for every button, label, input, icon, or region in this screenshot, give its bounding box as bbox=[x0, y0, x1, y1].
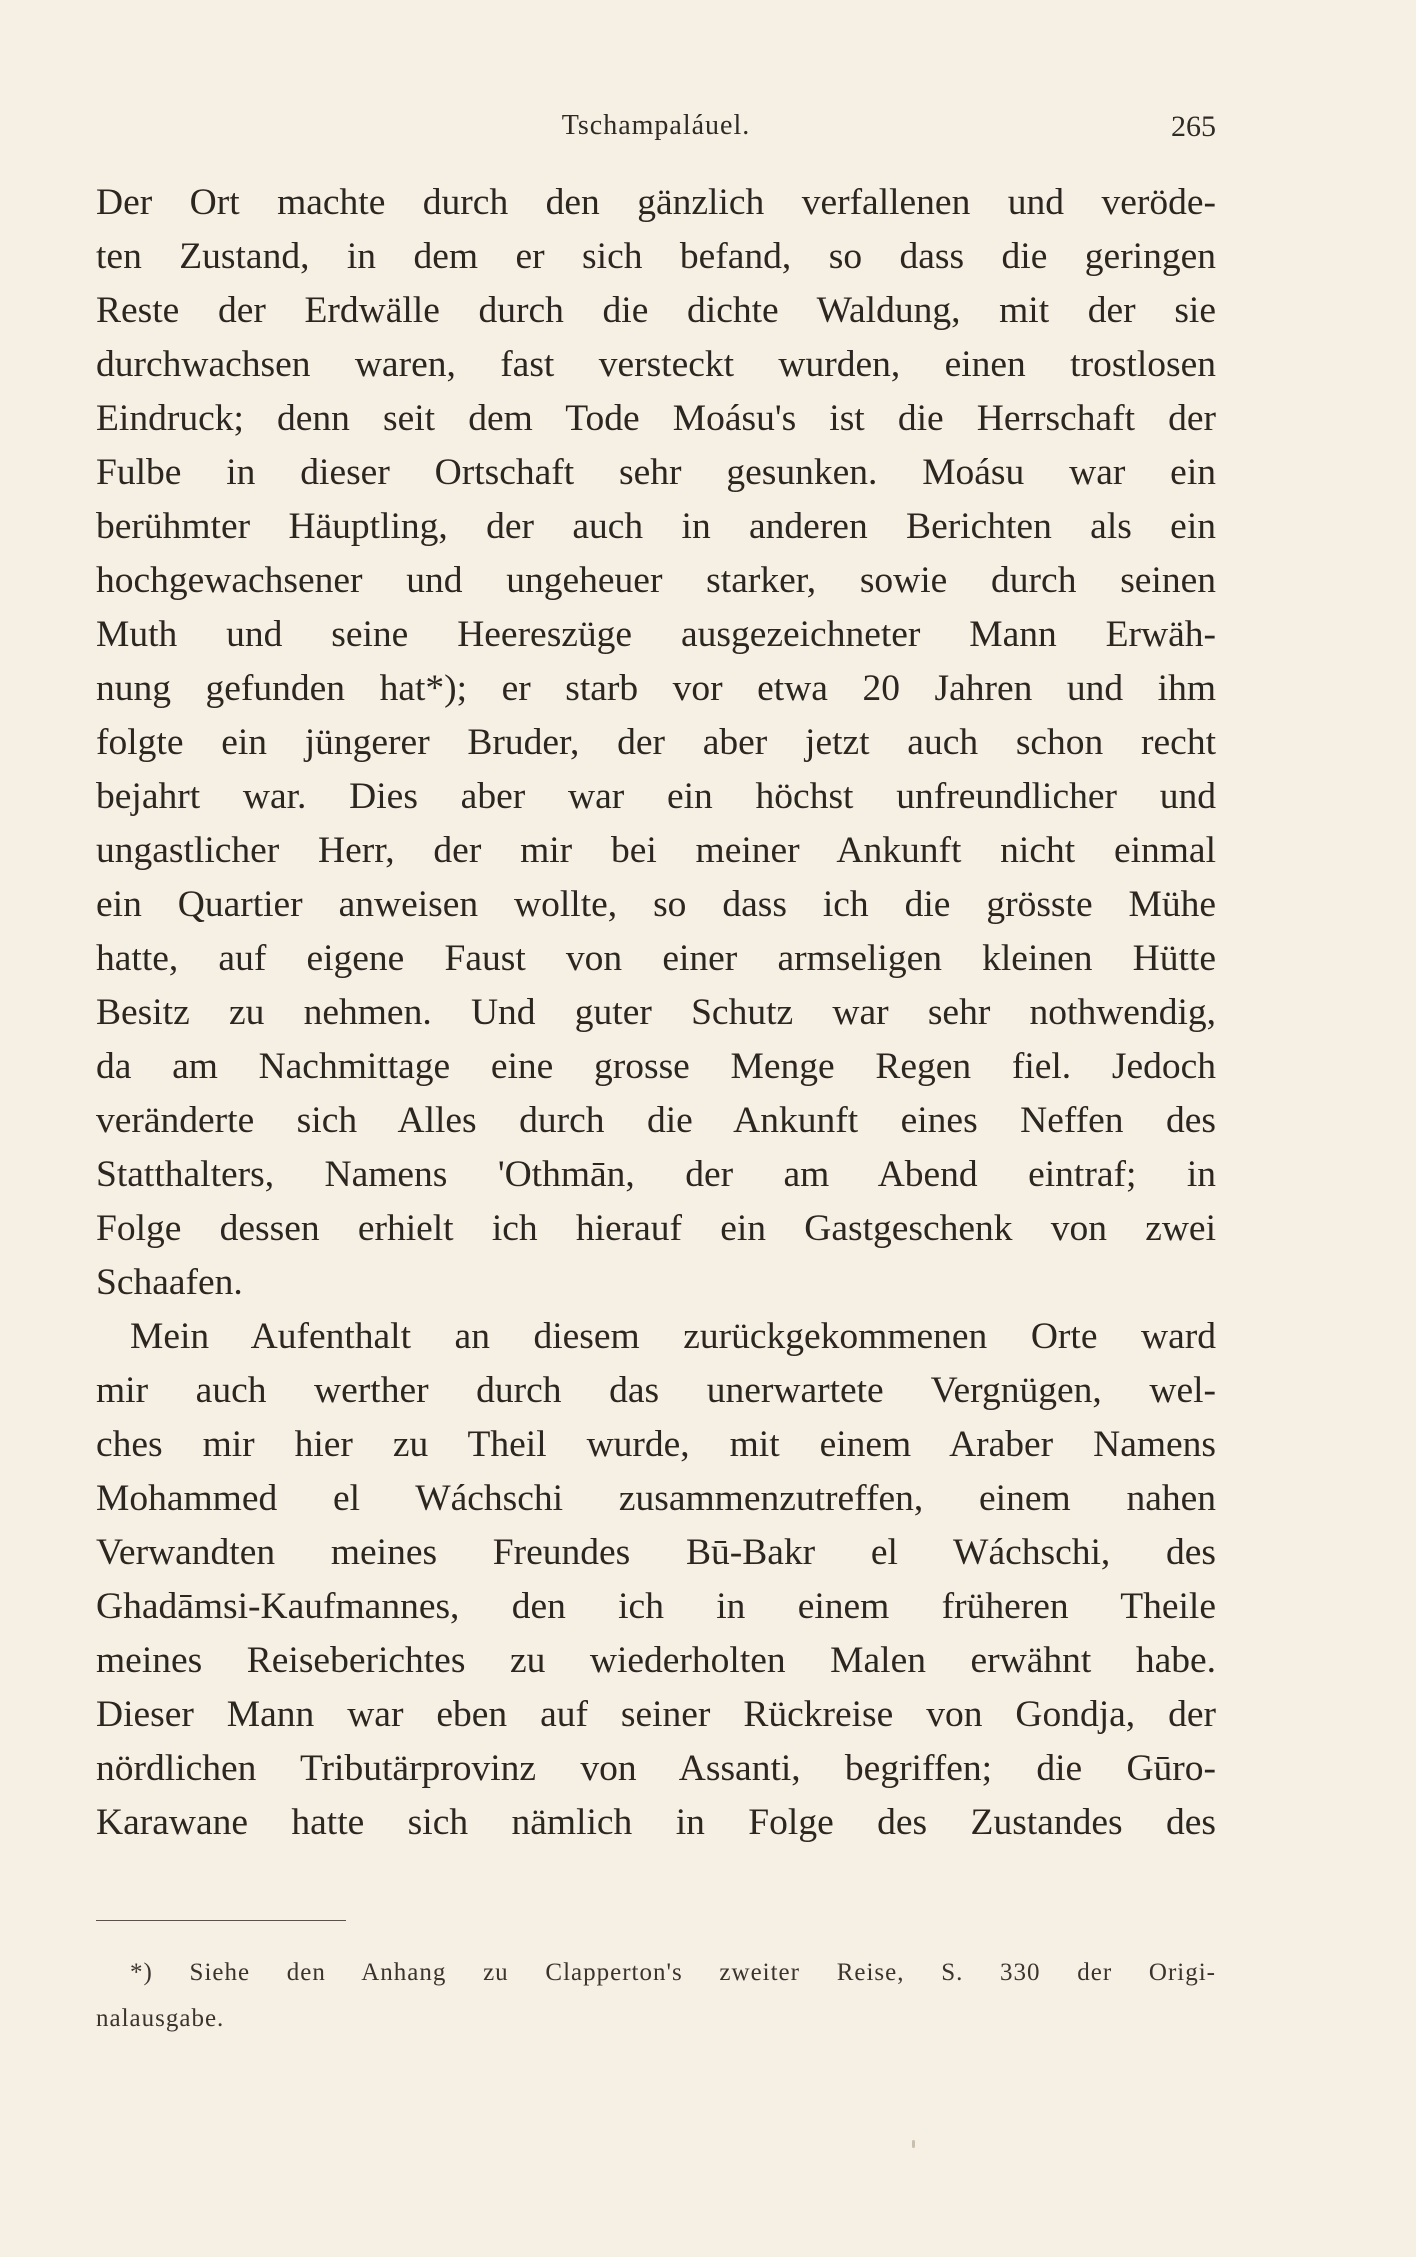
running-head: Tschampaláuel. bbox=[561, 110, 751, 141]
text-line: durchwachsen waren, fast versteckt wurden, einen trostlosen bbox=[96, 344, 1216, 385]
text-line: mir auch werther durch das unerwartete Vergnügen, wel- bbox=[96, 1370, 1216, 1411]
page-header bbox=[96, 110, 1216, 150]
text-line: ein Quartier anweisen wollte, so dass ich die grösste Mühe bbox=[96, 884, 1216, 925]
text-line: hochgewachsener und ungeheuer starker, sowie durch seinen bbox=[96, 560, 1216, 601]
text-line: Karawane hatte sich nämlich in Folge des Zustandes des bbox=[96, 1802, 1216, 1843]
text-line: Schaafen. bbox=[96, 1262, 243, 1303]
text-line: Besitz zu nehmen. Und guter Schutz war sehr nothwendig, bbox=[96, 992, 1216, 1033]
text-line: Eindruck; denn seit dem Tode Moásu's ist die Herrschaft der bbox=[96, 398, 1216, 439]
text-line: Dieser Mann war eben auf seiner Rückreise von Gondja, der bbox=[96, 1694, 1216, 1735]
text-line: hatte, auf eigene Faust von einer armseligen kleinen Hütte bbox=[96, 938, 1216, 979]
text-line: Reste der Erdwälle durch die dichte Waldung, mit der sie bbox=[96, 290, 1216, 331]
footnote bbox=[96, 1950, 1216, 2042]
text-line: Mein Aufenthalt an diesem zurückgekommenen Orte ward bbox=[130, 1316, 1216, 1357]
text-line: Fulbe in dieser Ortschaft sehr gesunken. Moásu war ein bbox=[96, 452, 1216, 493]
text-line: Der Ort machte durch den gänzlich verfallenen und veröde- bbox=[96, 182, 1216, 223]
text-line: ungastlicher Herr, der mir bei meiner Ankunft nicht einmal bbox=[96, 830, 1216, 871]
footnote-divider bbox=[96, 1920, 346, 1921]
text-line: berühmter Häuptling, der auch in anderen Berichten als ein bbox=[96, 506, 1216, 547]
text-line: bejahrt war. Dies aber war ein höchst unfreundlicher und bbox=[96, 776, 1216, 817]
text-line: meines Reiseberichtes zu wiederholten Malen erwähnt habe. bbox=[96, 1640, 1216, 1681]
text-line: Statthalters, Namens 'Othmān, der am Abend eintraf; in bbox=[96, 1154, 1216, 1195]
text-line: Muth und seine Heereszüge ausgezeichneter Mann Erwäh- bbox=[96, 614, 1216, 655]
text-line: nördlichen Tributärprovinz von Assanti, begriffen; die Gūro- bbox=[96, 1748, 1216, 1789]
text-line: Mohammed el Wáchschi zusammenzutreffen, einem nahen bbox=[96, 1478, 1216, 1519]
footnote-line: *) Siehe den Anhang zu Clapperton's zweiter Reise, S. 330 der Origi- bbox=[130, 1959, 1216, 1986]
body-text bbox=[96, 176, 1216, 1850]
text-line: ten Zustand, in dem er sich befand, so dass die geringen bbox=[96, 236, 1216, 277]
text-line: nung gefunden hat*); er starb vor etwa 20 Jahren und ihm bbox=[96, 668, 1216, 709]
text-line: da am Nachmittage eine grosse Menge Regen fiel. Jedoch bbox=[96, 1046, 1216, 1087]
text-line: veränderte sich Alles durch die Ankunft eines Neffen des bbox=[96, 1100, 1216, 1141]
paper-speck bbox=[912, 2140, 915, 2148]
text-line: Verwandten meines Freundes Bū-Bakr el Wáchschi, des bbox=[96, 1532, 1216, 1573]
footnote-line: nalausgabe. bbox=[96, 2005, 225, 2032]
page-number: 265 bbox=[1171, 110, 1216, 143]
text-line: Folge dessen erhielt ich hierauf ein Gastgeschenk von zwei bbox=[96, 1208, 1216, 1249]
text-line: Ghadāmsi-Kaufmannes, den ich in einem früheren Theile bbox=[96, 1586, 1216, 1627]
text-line: ches mir hier zu Theil wurde, mit einem Araber Namens bbox=[96, 1424, 1216, 1465]
text-line: folgte ein jüngerer Bruder, der aber jetzt auch schon recht bbox=[96, 722, 1216, 763]
